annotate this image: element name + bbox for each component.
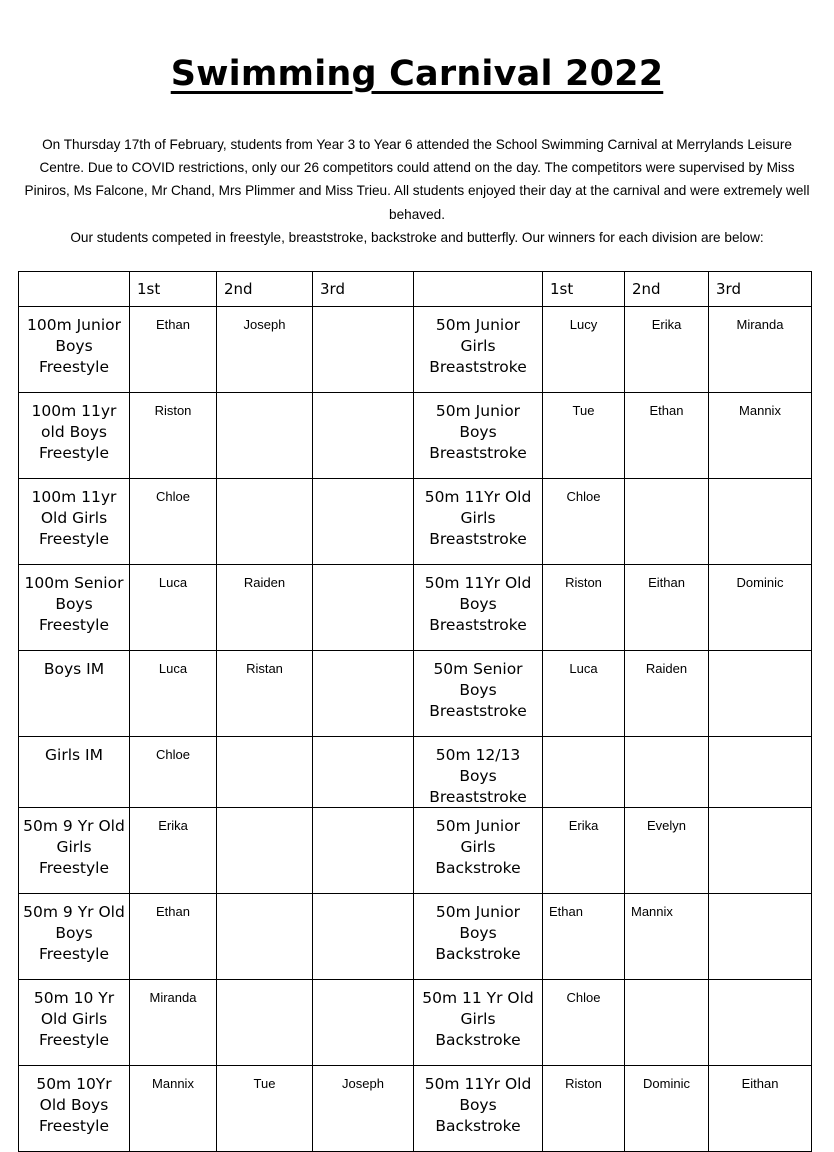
left-third-place xyxy=(313,565,414,651)
right-third-place: Mannix xyxy=(709,393,812,479)
left-event-cell: 100m Junior Boys Freestyle xyxy=(19,307,130,393)
left-second-place xyxy=(217,894,313,980)
left-first-place: Ethan xyxy=(130,894,217,980)
table-row xyxy=(19,565,812,651)
results-table xyxy=(18,271,812,1152)
left-event-cell: 100m Senior Boys Freestyle xyxy=(19,565,130,651)
right-third-place xyxy=(709,737,812,808)
table-row xyxy=(19,737,812,808)
right-third-place: Eithan xyxy=(709,1066,812,1152)
right-event-cell: 50m Junior Boys Backstroke xyxy=(414,894,543,980)
header-cell-3rd-left: 3rd xyxy=(313,272,414,307)
left-third-place xyxy=(313,651,414,737)
left-second-place: Joseph xyxy=(217,307,313,393)
left-event-cell: Boys IM xyxy=(19,651,130,737)
table-row xyxy=(19,307,812,393)
left-event-cell: 100m 11yr Old Girls Freestyle xyxy=(19,479,130,565)
right-first-place: Luca xyxy=(543,651,625,737)
right-event-cell: 50m 12/13 Boys Breaststroke xyxy=(414,737,543,808)
right-second-place: Dominic xyxy=(625,1066,709,1152)
header-cell-3rd-right: 3rd xyxy=(709,272,812,307)
left-second-place xyxy=(217,980,313,1066)
left-event-cell: 50m 10 Yr Old Girls Freestyle xyxy=(19,980,130,1066)
intro-paragraph-1: On Thursday 17th of February, students from Year 3 to Year 6 attended the School Swimming Carnival at Merrylands Leisure Centre. Due to COVID restrictions, only our 26 competitors could attend on the day. The competitors were supervised by Miss Piniros, Ms Falcone, Mr Chand, Mrs Plimmer and Miss Trieu. All students enjoyed their day at the carnival and were extremely well behaved. xyxy=(24,137,810,222)
right-first-place: Riston xyxy=(543,1066,625,1152)
right-second-place xyxy=(625,737,709,808)
header-cell-2nd-left: 2nd xyxy=(217,272,313,307)
left-third-place xyxy=(313,479,414,565)
left-third-place xyxy=(313,980,414,1066)
right-third-place xyxy=(709,651,812,737)
right-event-cell: 50m Senior Boys Breaststroke xyxy=(414,651,543,737)
right-first-place: Riston xyxy=(543,565,625,651)
intro-paragraph-2: Our students competed in freestyle, breaststroke, backstroke and butterfly. Our winners for each division are below: xyxy=(70,229,764,245)
right-second-place: Raiden xyxy=(625,651,709,737)
right-third-place: Dominic xyxy=(709,565,812,651)
right-second-place: Mannix xyxy=(625,894,709,980)
left-first-place: Luca xyxy=(130,565,217,651)
left-second-place: Tue xyxy=(217,1066,313,1152)
right-event-cell: 50m 11Yr Old Boys Backstroke xyxy=(414,1066,543,1152)
table-row xyxy=(19,808,812,894)
left-third-place xyxy=(313,393,414,479)
left-event-cell: 100m 11yr old Boys Freestyle xyxy=(19,393,130,479)
left-first-place: Erika xyxy=(130,808,217,894)
right-event-cell: 50m 11 Yr Old Girls Backstroke xyxy=(414,980,543,1066)
right-event-cell: 50m 11Yr Old Girls Breaststroke xyxy=(414,479,543,565)
header-cell-event-right xyxy=(414,272,543,307)
right-second-place xyxy=(625,980,709,1066)
right-first-place: Erika xyxy=(543,808,625,894)
left-first-place: Chloe xyxy=(130,479,217,565)
left-second-place: Raiden xyxy=(217,565,313,651)
left-event-cell: Girls IM xyxy=(19,737,130,808)
table-row xyxy=(19,894,812,980)
left-third-place xyxy=(313,737,414,808)
intro-text xyxy=(22,133,812,249)
left-second-place xyxy=(217,737,313,808)
right-event-cell: 50m Junior Girls Backstroke xyxy=(414,808,543,894)
left-first-place: Riston xyxy=(130,393,217,479)
right-event-cell: 50m Junior Girls Breaststroke xyxy=(414,307,543,393)
left-first-place: Ethan xyxy=(130,307,217,393)
right-third-place xyxy=(709,479,812,565)
right-third-place: Miranda xyxy=(709,307,812,393)
right-second-place: Erika xyxy=(625,307,709,393)
left-second-place xyxy=(217,808,313,894)
right-event-cell: 50m 11Yr Old Boys Breaststroke xyxy=(414,565,543,651)
right-first-place: Chloe xyxy=(543,479,625,565)
right-third-place xyxy=(709,808,812,894)
table-row xyxy=(19,651,812,737)
header-cell-1st-right: 1st xyxy=(543,272,625,307)
left-third-place: Joseph xyxy=(313,1066,414,1152)
right-first-place: Tue xyxy=(543,393,625,479)
page-title: Swimming Carnival 2022 xyxy=(170,54,664,94)
header-row xyxy=(19,272,812,307)
right-second-place: Ethan xyxy=(625,393,709,479)
right-first-place xyxy=(543,737,625,808)
left-second-place: Ristan xyxy=(217,651,313,737)
header-cell-1st-left: 1st xyxy=(130,272,217,307)
right-second-place: Evelyn xyxy=(625,808,709,894)
left-event-cell: 50m 9 Yr Old Girls Freestyle xyxy=(19,808,130,894)
header-cell-2nd-right: 2nd xyxy=(625,272,709,307)
header-cell-event-left xyxy=(19,272,130,307)
left-event-cell: 50m 9 Yr Old Boys Freestyle xyxy=(19,894,130,980)
left-event-cell: 50m 10Yr Old Boys Freestyle xyxy=(19,1066,130,1152)
left-third-place xyxy=(313,307,414,393)
left-first-place: Miranda xyxy=(130,980,217,1066)
left-third-place xyxy=(313,808,414,894)
left-second-place xyxy=(217,479,313,565)
left-first-place: Chloe xyxy=(130,737,217,808)
right-first-place: Lucy xyxy=(543,307,625,393)
table-row xyxy=(19,479,812,565)
left-second-place xyxy=(217,393,313,479)
right-third-place xyxy=(709,980,812,1066)
right-second-place xyxy=(625,479,709,565)
left-first-place: Mannix xyxy=(130,1066,217,1152)
right-event-cell: 50m Junior Boys Breaststroke xyxy=(414,393,543,479)
right-first-place: Ethan xyxy=(543,894,625,980)
right-second-place: Eithan xyxy=(625,565,709,651)
table-row xyxy=(19,980,812,1066)
left-first-place: Luca xyxy=(130,651,217,737)
right-first-place: Chloe xyxy=(543,980,625,1066)
table-row xyxy=(19,393,812,479)
right-third-place xyxy=(709,894,812,980)
left-third-place xyxy=(313,894,414,980)
